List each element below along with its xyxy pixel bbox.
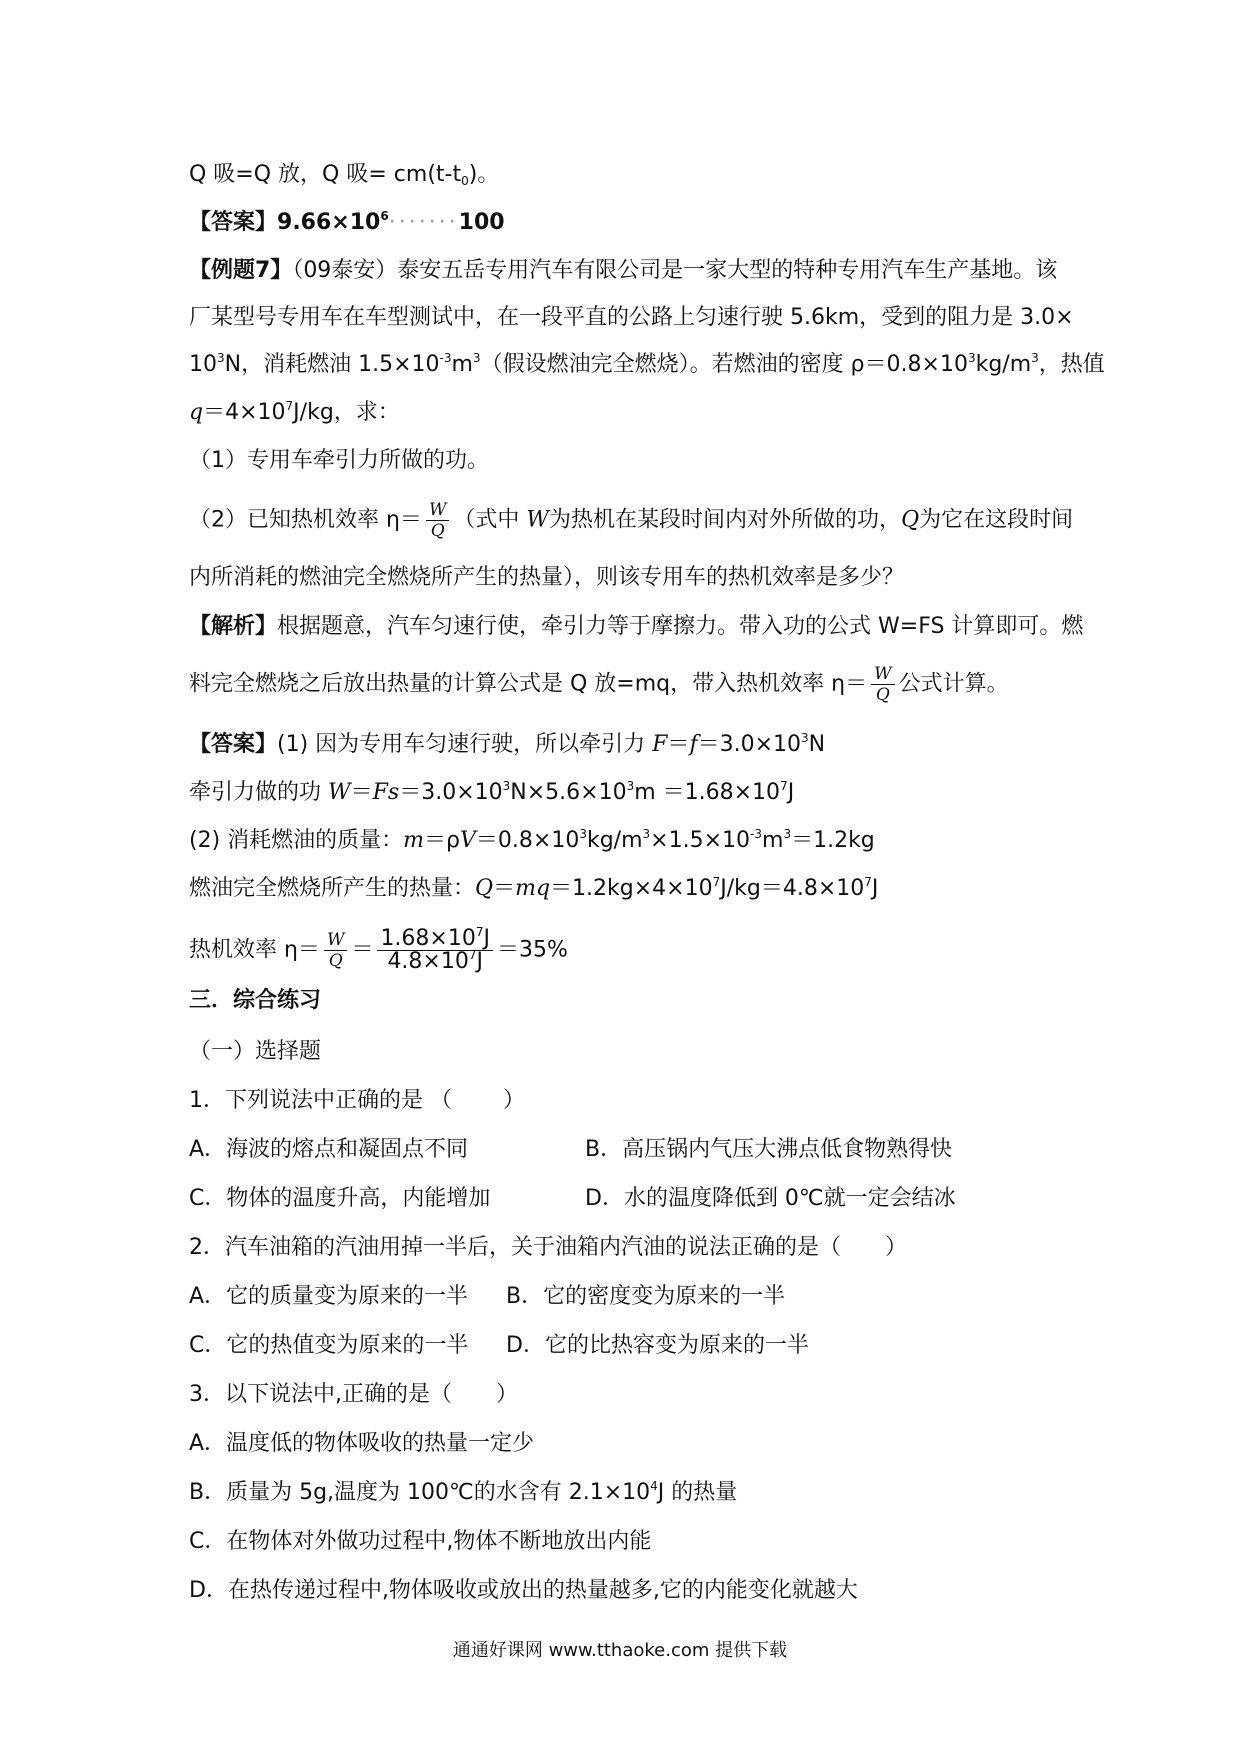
analysis-line-2: 料完全燃烧之后放出热量的计算公式是 Q 放=mq，带入热机效率 η＝ $\frac{W}{Q}$ 公式计算。 (189, 664, 1009, 705)
section-heading: 三．综合练习 (189, 988, 322, 1013)
question-part-2-cont: 内所消耗的燃油完全燃烧所产生的热量），则该专用车的热机效率是多少？ (189, 565, 905, 590)
question-part-2: （2）已知热机效率 η＝ $\frac{W}{Q}$ （式中 W为热机在某段时间内对外所做的功，Q为它在这段时间 (189, 500, 1074, 541)
fraction-w-over-q: $\frac{W}{Q}$ (426, 500, 449, 541)
question-part-1: （1）专用车牵引力所做的功。 (189, 448, 489, 473)
formula-line: Q 吸=Q 放，Q 吸= $cm(t-t_0)$。 (189, 162, 500, 188)
question-3-option-c: C．在物体对外做功过程中,物体不断地放出内能 (189, 1529, 652, 1554)
question-3-stem: 3．以下说法中,正确的是（ ） (189, 1382, 518, 1407)
fraction-w-over-q: $\frac{W}{Q}$ (324, 930, 347, 971)
mass-calculation: (2) 消耗燃油的质量：$m=\rho V=0.8\times 10^3kg/m^3\times 1.5\times 10^{-3}m^3=1.2kg$ (189, 827, 875, 853)
analysis-line-1: 【解析】根据题意，汽车匀速行使，牵引力等于摩擦力。带入功的公式 W=FS 计算即可。燃 (189, 614, 1084, 639)
page-footer: 通通好课网 www.tthaoke.com 提供下载 (452, 1640, 788, 1661)
question-3-option-b: B．质量为 5g,温度为 100℃的水含有 $2.1\times 10^4J$ 的热量 (189, 1479, 738, 1505)
example-7-line-2: 厂某型号专用车在车型测试中，在一段平直的公路上匀速行驶 5.6km，受到的阻力是 3.0× (189, 305, 1074, 330)
question-3-option-a: A．温度低的物体吸收的热量一定少 (189, 1431, 535, 1456)
subsection-heading: （一）选择题 (189, 1039, 322, 1064)
question-1-options-ab: A．海波的熔点和凝固点不同 B．高压锅内气压大沸点低食物熟得快 (189, 1137, 953, 1162)
fraction-w-over-q: $\frac{W}{Q}$ (871, 664, 894, 705)
answer-2-line-1: 【答案】(1) 因为专用车匀速行驶，所以牵引力 $F=f=3.0\times 10^3N$ (189, 731, 826, 757)
question-2-options-cd: C．它的热值变为原来的一半 D．它的比热容变为原来的一半 (189, 1333, 809, 1358)
question-1-stem: 1．下列说法中正确的是 （ ） (189, 1088, 525, 1113)
question-2-stem: 2．汽车油箱的汽油用掉一半后，关于油箱内汽油的说法正确的是（ ） (189, 1235, 907, 1260)
answer-1: 【答案】$9.66\times 10^6\cdot\cdot\cdot\cdot\cdot\cdot\cdot 100$ (189, 209, 505, 235)
fraction-efficiency: $\frac{1.68\times 10^7J}{4.8\times 10^7J}$ (377, 928, 493, 973)
question-2-options-ab: A．它的质量变为原来的一半 B．它的密度变为原来的一半 (189, 1284, 786, 1309)
example-7-line-3: $10^3N$，消耗燃油 $1.5\times 10^{-3}m^3$（假设燃油完全燃烧）。若燃油的密度 $\rho=0.8\times 10^3kg/m^3$，热值 (189, 351, 1105, 377)
example-7-line-1: 【例题7】（09泰安）泰安五岳专用汽车有限公司是一家大型的特种专用汽车生产基地。该 (189, 258, 1058, 283)
efficiency-calculation: 热机效率 η＝ $\frac{W}{Q}$ ＝ $\frac{1.68\times 10^7J}{4.8\times 10^7J}$ ＝35% (189, 925, 568, 974)
question-1-options-cd: C．物体的温度升高，内能增加 D．水的温度降低到 0℃就一定会结冰 (189, 1186, 956, 1211)
example-7-line-4: $q=4\times 10^7J/kg$，求： (189, 399, 400, 425)
heat-calculation: 燃油完全燃烧所产生的热量：$Q=mq=1.2kg\times 4\times 10^7J/kg=4.8\times 10^7J$ (189, 875, 879, 901)
work-calculation: 牵引力做的功 $W=Fs=3.0\times 10^3N\times 5.6\times 10^3m =1.68\times 10^7J$ (189, 779, 795, 805)
question-3-option-d: D．在热传递过程中,物体吸收或放出的热量越多,它的内能变化就越大 (189, 1578, 858, 1603)
